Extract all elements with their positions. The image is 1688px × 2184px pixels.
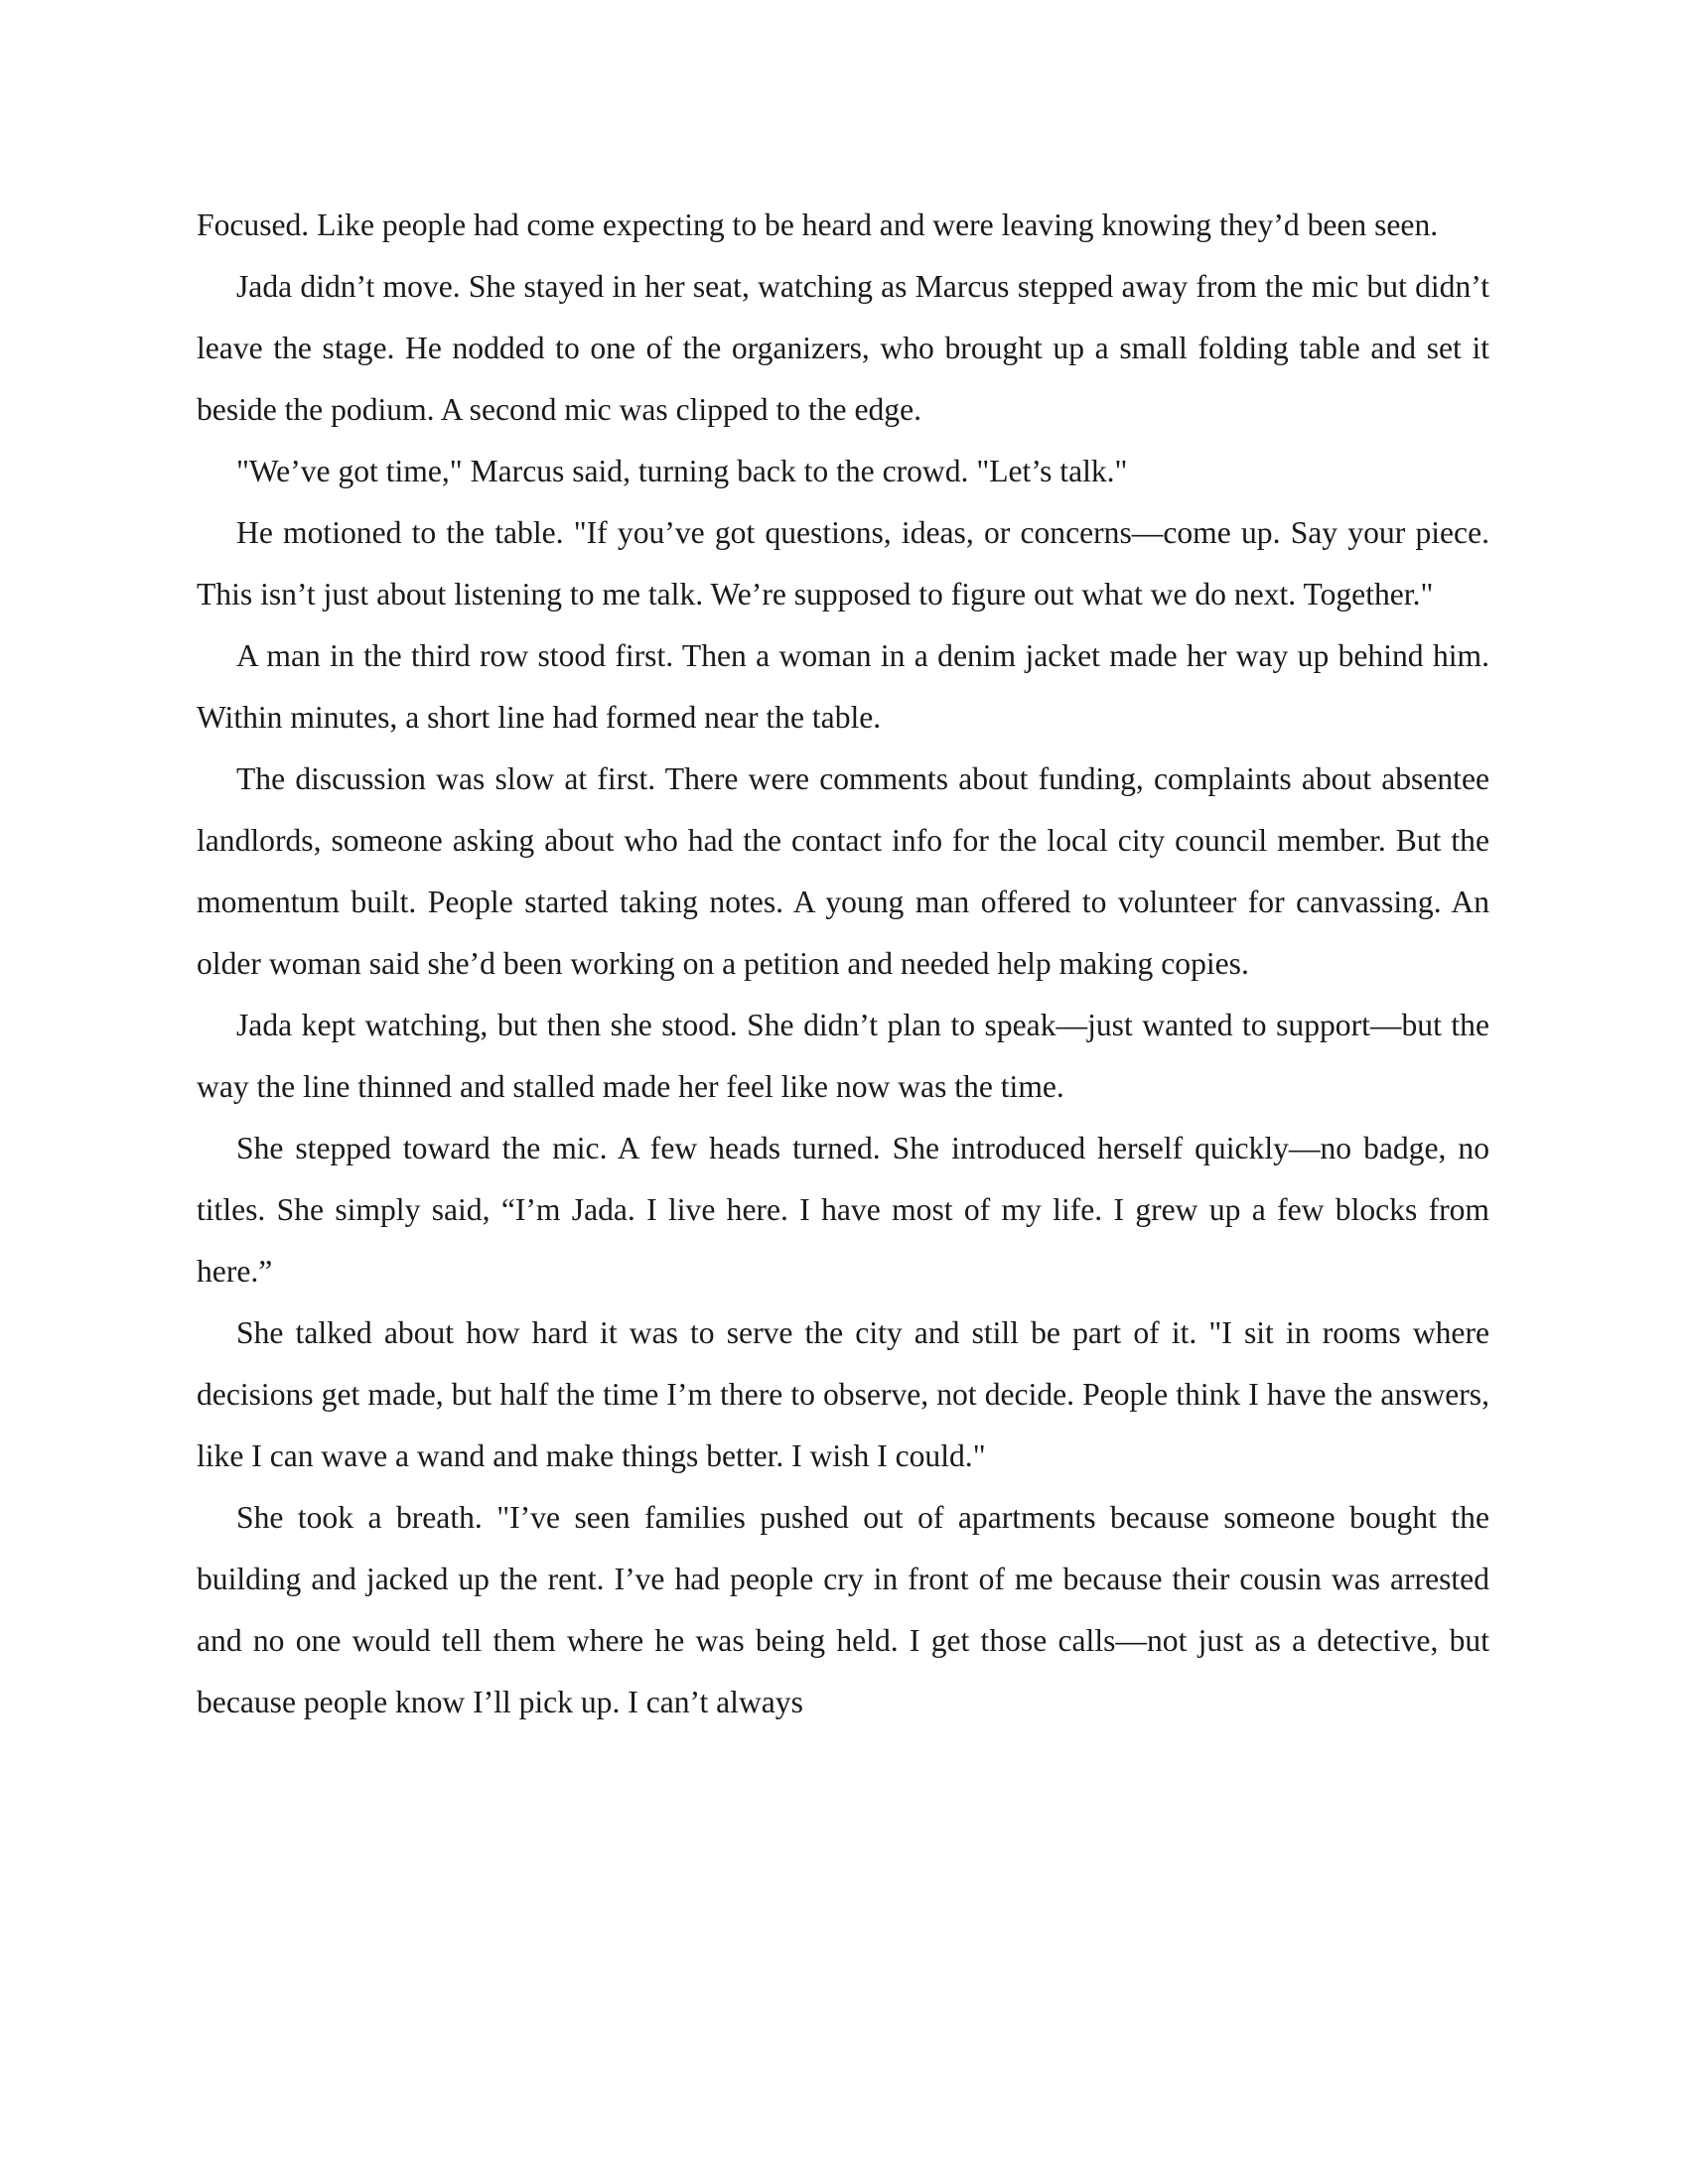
paragraph: Jada kept watching, but then she stood. She didn’t plan to speak—just wanted to support—but the way the line thinned and stalled made her feel like now was the time. [197,1008,1489,1104]
paragraph: She took a breath. "I’ve seen families pushed out of apartments because someone bought the building and jacked up the rent. I’ve had people cry in front of me because their cousin was arrested and no one would tell them where he was being held. I get those calls—not just as a detective, but because people know I’ll pick up. I can’t always [197,1500,1489,1719]
paragraph: She talked about how hard it was to serve the city and still be part of it. "I sit in rooms where decisions get made, but half the time I’m there to observe, not decide. People think I have the answers, like I can wave a wand and make things better. I wish I could." [197,1315,1489,1473]
body-text [197,195,1489,1733]
paragraph: "We’ve got time," Marcus said, turning back to the crowd. "Let’s talk." [236,454,1128,488]
paragraph: The discussion was slow at first. There were comments about funding, complaints about absentee landlords, someone asking about who had the contact info for the local city council member. But the momentum built. People started taking notes. A young man offered to volunteer for canvassing. An older woman said she’d been working on a petition and needed help making copies. [197,761,1489,981]
paragraph: She stepped toward the mic. A few heads turned. She introduced herself quickly—no badge, no titles. She simply said, “I’m Jada. I live here. I have most of my life. I grew up a few blocks from here.” [197,1131,1489,1289]
paragraph: Jada didn’t move. She stayed in her seat, watching as Marcus stepped away from the mic but didn’t leave the stage. He nodded to one of the organizers, who brought up a small folding table and set it beside the podium. A second mic was clipped to the edge. [197,269,1489,427]
paragraph: A man in the third row stood first. Then a woman in a denim jacket made her way up behind him. Within minutes, a short line had formed near the table. [197,638,1489,735]
paragraph: He motioned to the table. "If you’ve got questions, ideas, or concerns—come up. Say your piece. This isn’t just about listening to me talk. We’re supposed to figure out what we do next. Together." [197,515,1489,612]
paragraph: Focused. Like people had come expecting to be heard and were leaving knowing they’d been seen. [197,207,1439,242]
